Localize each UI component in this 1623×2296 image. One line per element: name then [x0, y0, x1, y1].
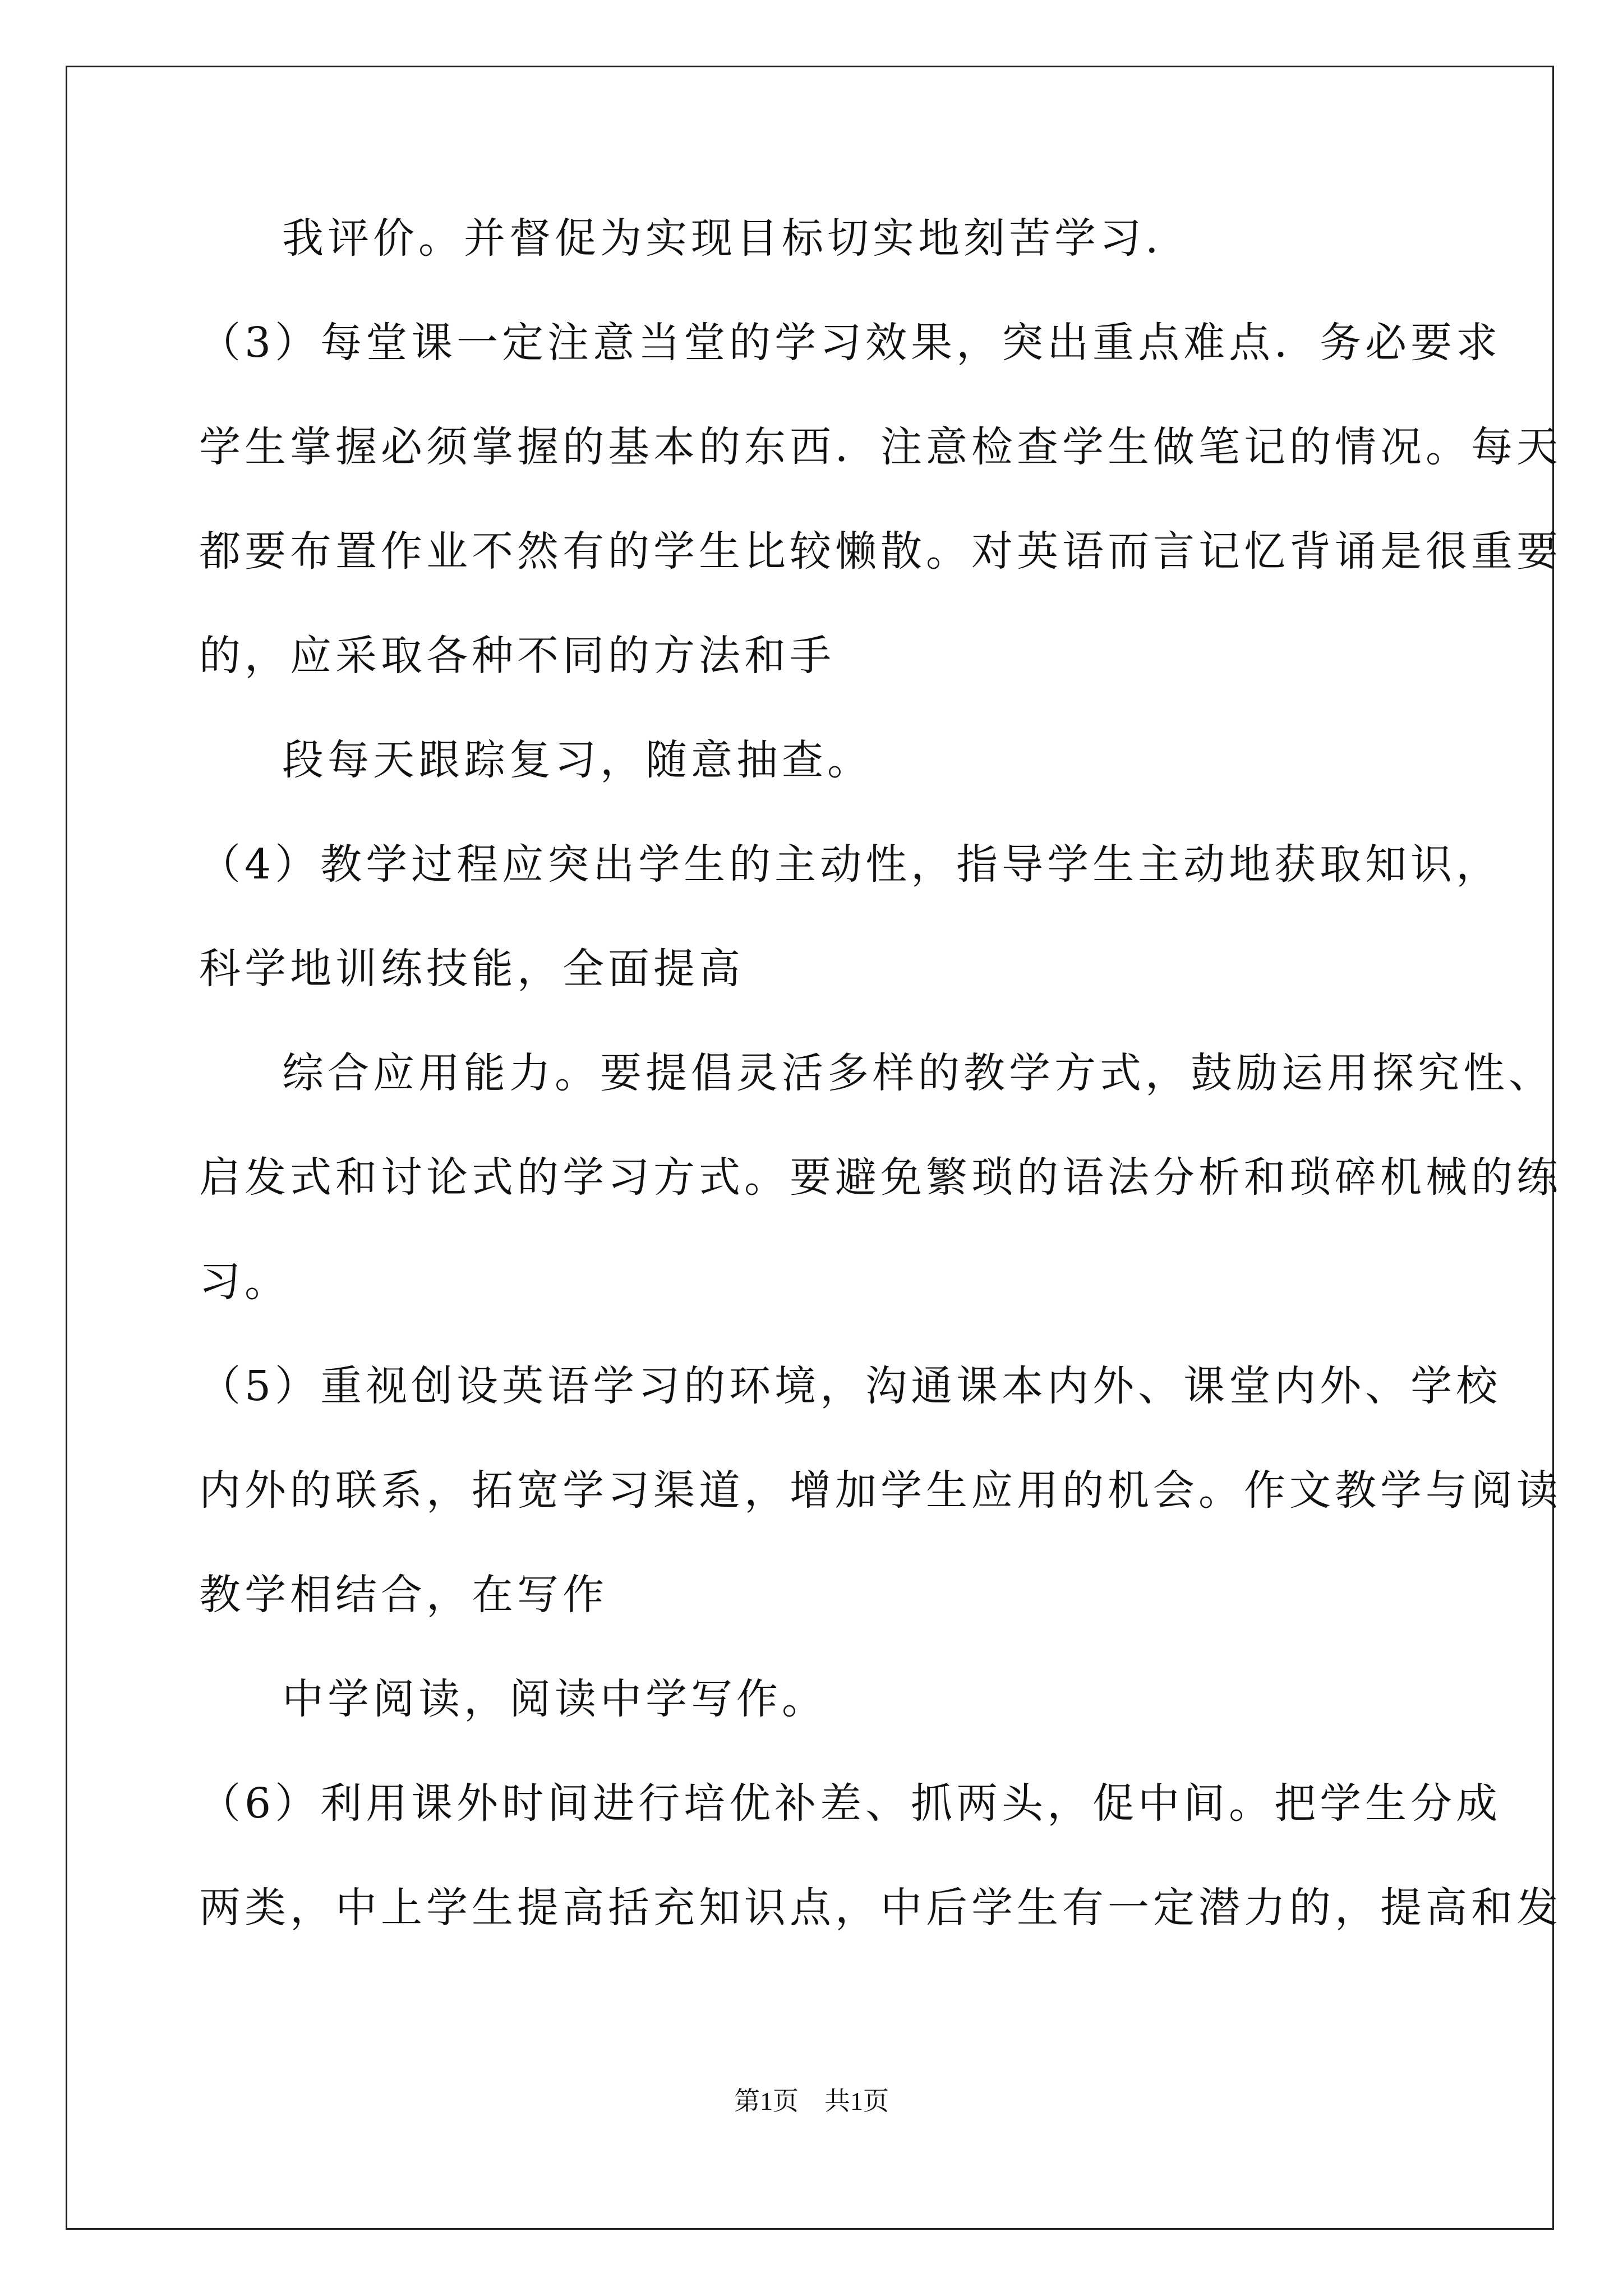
text-line: 综合应用能力。要提倡灵活多样的教学方式，鼓励运用探究性、 — [282, 1049, 1554, 1097]
text-line: 段每天跟踪复习，随意抽查。 — [282, 736, 873, 784]
page-number: 第1页 共1页 — [734, 2087, 889, 2115]
text-line: （6）利用课外时间进行培优补差、抓两头，促中间。把学生分成 — [199, 1779, 1502, 1828]
text-line: 中学阅读，阅读中学写作。 — [282, 1675, 827, 1723]
text-line: 的，应采取各种不同的方法和手 — [199, 632, 835, 680]
text-line: （4）教学过程应突出学生的主动性，指导学生主动地获取知识， — [199, 840, 1502, 889]
text-line: 学生掌握必须掌握的基本的东西．注意检查学生做笔记的情况。每天 — [199, 423, 1562, 471]
text-line: 两类，中上学生提高括充知识点，中后学生有一定潜力的，提高和发 — [199, 1884, 1562, 1932]
text-line: 都要布置作业不然有的学生比较懒散。对英语而言记忆背诵是很重要 — [199, 527, 1562, 576]
text-line: （5）重视创设英语学习的环境，沟通课本内外、课堂内外、学校 — [199, 1362, 1502, 1410]
text-line: 内外的联系，拓宽学习渠道，增加学生应用的机会。作文教学与阅读 — [199, 1466, 1562, 1515]
text-line: 科学地训练技能，全面提高 — [199, 945, 744, 993]
text-line: 我评价。并督促为实现目标切实地刻苦学习. — [282, 214, 1163, 263]
text-line: 启发式和讨论式的学习方式。要避免繁琐的语法分析和琐碎机械的练 — [199, 1153, 1562, 1202]
text-line: （3）每堂课一定注意当堂的学习效果，突出重点难点．务必要求 — [199, 319, 1502, 367]
text-line: 教学相结合，在写作 — [199, 1571, 608, 1619]
text-line: 习。 — [199, 1258, 290, 1306]
